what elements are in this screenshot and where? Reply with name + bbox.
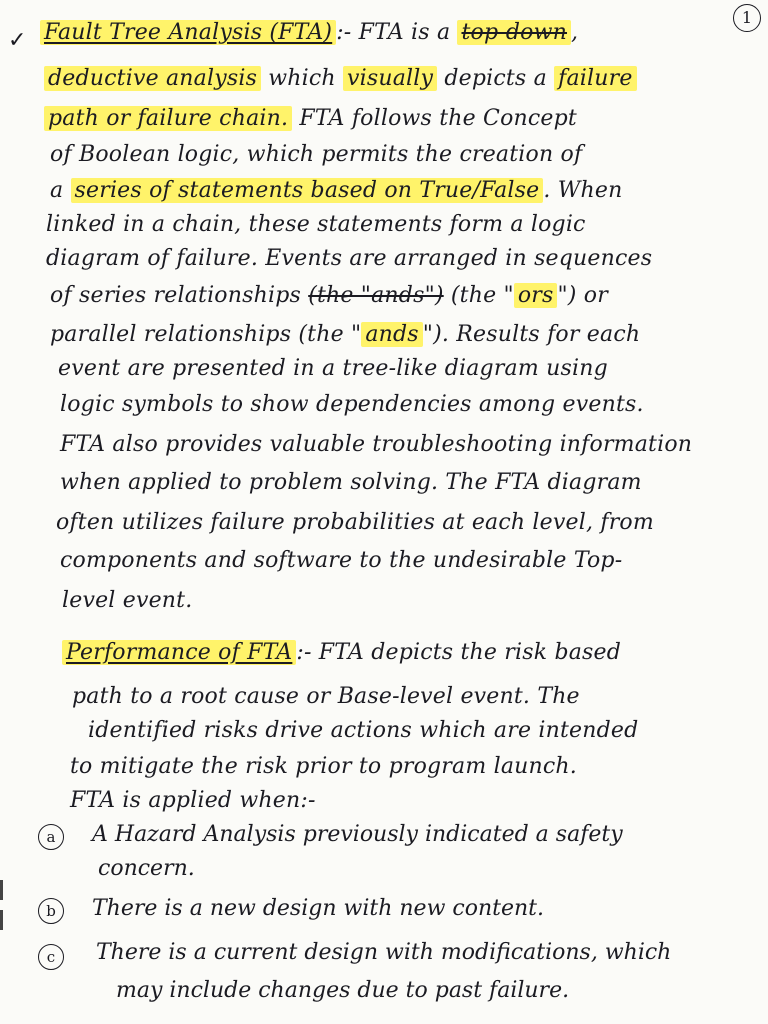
section1-line7: diagram of failure. Events are arranged in sequences <box>46 246 653 271</box>
section1-line12: FTA also provides valuable troubleshooting information <box>60 432 693 457</box>
section2-heading-sep: :- FTA depicts the risk based <box>296 640 622 665</box>
line3-fta: FTA <box>292 106 345 131</box>
section2-line3: identified risks drive actions which are intended <box>88 718 639 743</box>
highlight-visually: visually <box>343 66 437 91</box>
item-text-c: There is a current design with modifications, which <box>96 940 672 965</box>
section1-line5 <box>50 178 623 204</box>
struck-ands: (the "ands") <box>308 283 444 308</box>
highlight-failure-chain: path or failure chain. <box>44 106 292 131</box>
section1-line8 <box>50 283 608 309</box>
highlight-ands: ands <box>361 322 422 347</box>
section1-line11: logic symbols to show dependencies among events. <box>60 392 644 417</box>
item-text-a: A Hazard Analysis previously indicated a safety <box>92 822 623 847</box>
section2-line5: FTA is applied when:- <box>70 788 316 813</box>
highlight-true-false: series of statements based on True/False <box>71 178 544 203</box>
section1-line2 <box>44 66 637 92</box>
section2-line4: to mitigate the risk prior to program launch. <box>70 754 577 779</box>
line2-text-b: which <box>261 66 343 91</box>
item-marker-a: a <box>38 824 64 850</box>
section1-line6: linked in a chain, these statements form a logic <box>46 212 586 237</box>
page-edge-mark <box>0 910 3 930</box>
item-marker-c: c <box>38 944 64 970</box>
line2-text-d: depicts a <box>437 66 555 91</box>
line1-end: , <box>571 20 579 45</box>
section1-heading: Fault Tree Analysis (FTA) <box>40 20 336 45</box>
section2-line1 <box>62 640 621 666</box>
line5-text-c: . When <box>543 178 623 203</box>
section1-line13: when applied to problem solving. The FTA diagram <box>60 470 642 495</box>
section1-line16: level event. <box>62 588 193 613</box>
section1-line1 <box>40 20 578 46</box>
top-down-phrase: top-down <box>457 20 571 45</box>
check-mark: ✓ <box>8 28 27 53</box>
section1-line14: often utilizes failure probabilities at each level, from <box>56 510 654 535</box>
line9-text-a: parallel relationships (the " <box>50 322 362 347</box>
line3-text-c: follows the Concept <box>344 106 577 131</box>
item-text-b: There is a new design with new content. <box>92 896 544 921</box>
section1-heading-sep: :- FTA is a <box>336 20 451 45</box>
item-text-a-cont: concern. <box>98 856 195 881</box>
section2-line2: path to a root cause or Base-level event. The <box>72 684 580 709</box>
line5-text-a: a <box>50 178 71 203</box>
line8-text-c: ") or <box>557 283 608 308</box>
section1-line10: event are presented in a tree-like diagram using <box>58 356 608 381</box>
item-marker-b: b <box>38 898 64 924</box>
highlight-ors: ors <box>514 283 558 308</box>
line9-text-b: "). Results for each <box>422 322 641 347</box>
highlight-deductive: deductive analysis <box>44 66 261 91</box>
page-edge-mark <box>0 880 3 900</box>
highlight-failure: failure <box>554 66 636 91</box>
page-number: 1 <box>733 4 761 32</box>
section2-heading: Performance of FTA <box>62 640 296 665</box>
line8-text-a: of series relationships <box>50 283 309 308</box>
item-text-c-cont: may include changes due to past failure. <box>116 978 570 1003</box>
section1-line3 <box>44 106 577 132</box>
section1-line4: of Boolean logic, which permits the creation of <box>50 142 583 167</box>
section1-line15: components and software to the undesirable Top- <box>60 548 623 573</box>
section1-line9 <box>50 322 640 348</box>
line8-text-b: (the " <box>443 283 514 308</box>
